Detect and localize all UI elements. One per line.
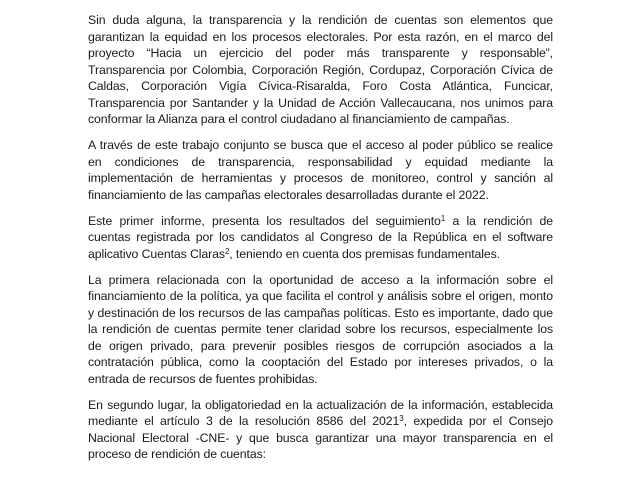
paragraph-objetivo: [88, 137, 553, 203]
paragraph-text: , expedida por el Consejo Nacional Electoral -CNE- y que busca garantizar una mayor transparencia en el proceso de rendición de cuentas:: [88, 414, 553, 461]
paragraph-primera-premisa: [88, 272, 553, 388]
paragraph-text: Sin duda alguna, la transparencia y la rendición de cuentas son elementos que garantizan la equidad en los procesos electorales. Por esta razón, en el marco del proyecto “Hacia un ejercicio del poder más transparente y responsable”, Transparencia por Colombia, Corporación Región, Cordupaz, Corporación Cívica de Caldas, Corporación Vigía Cívica-Risaralda, Foro Costa Atlántica, Funcicar, Transparencia por Santander y la Unidad de Acción Vallecaucana, nos unimos para conformar la Alianza para el control ciudadano al financiamiento de campañas.: [88, 13, 553, 126]
paragraph-primer-informe: [88, 213, 553, 263]
footnote-ref-1[interactable]: 1: [440, 213, 446, 223]
paragraph-segunda-premisa: [88, 397, 553, 463]
document-page: [88, 12, 553, 472]
paragraph-text: La primera relacionada con la oportunidad de acceso a la información sobre el financiamiento de la política, ya que facilita el control y análisis sobre el origen, monto y destinación de los recursos de las campañas políticas. Esto es importante, dado que la rendición de cuentas permite tener claridad sobre los recursos, especialmente los de origen privado, para prevenir posibles riesgos de corrupción asociados a la contratación pública, como la cooptación del Estado por intereses privados, o la entrada de recursos de fuentes prohibidas.: [88, 272, 553, 386]
paragraph-text: En segundo lugar, la obligatoriedad en la actualización de la información, establecida mediante el artículo 3 de la resolución 8586 del 2021: [88, 397, 553, 428]
footnote-ref-3[interactable]: 3: [399, 414, 404, 423]
paragraph-alianza-intro: [88, 12, 553, 128]
paragraph-text: a la rendición de cuentas registrada por los candidatos al Congreso de la República en el software aplicativo Cuentas Claras: [88, 213, 554, 261]
paragraph-text: , teniendo en cuenta dos premisas fundamentales.: [229, 246, 500, 261]
paragraph-text: Este primer informe, presenta los resultados del seguimiento: [88, 213, 441, 228]
paragraph-text: A través de este trabajo conjunto se busca que el acceso al poder público se realice en condiciones de transparencia, responsabilidad y equidad mediante la implementación de herramientas y procesos de monitoreo, control y sanción al financiamiento de las campañas electorales desarrolladas durante el 2022.: [88, 138, 553, 202]
footnote-ref-2[interactable]: 2: [224, 246, 230, 256]
